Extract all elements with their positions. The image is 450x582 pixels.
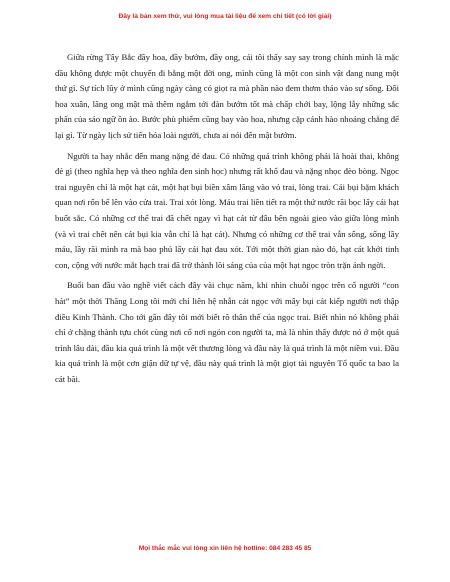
document-body (55, 50, 399, 392)
paragraph-2: Người ta hay nhắc đến mang nặng đẻ đau. Có những quá trình không phải là hoài thai, không đẻ gì (theo nghĩa hẹp và theo nghĩa đen sinh học) nhưng rất khổ đau và nặng nhọc đèo bòng. Ngọc trai nguyên chỉ là một hạt cát, một hạt bụi biền xâm lăng vào vỏ trai, lòng trai. Cái bụi bặm khách quan nơi rốn bể lên vào cửa trai. Trai xót lòng. Máu trai liền tiết ra một thứ nước rãi bọc lấy cái hạt buốt sắc. Có những cơ thể trai đã chết ngay vì hạt cát từ đâu bên ngoài gieo vào giữa lòng mình (và vì trai chết nên cát bụi kia vẫn chỉ là hạt cát). Nhưng có những cơ thể trai vẫn sống, sống lầy máu, lầy rãi mình ra mà bao phủ lấy cái hạt đau xót. Tới một thời gian nào đó, hạt cát khởi tinh con, cộng với nước mắt hạch trai đã trở thành lõi sáng của của một hạt ngọc tròn trặn ánh ngời. (55, 150, 399, 270)
paragraph-1: Giữa rừng Tây Bắc đầy hoa, đầy bướm, đầy ong, cái tôi thấy say say trong chính mình là mặc dầu không được một chuyến đi bằng một đời ong, mình cũng là một con sinh vật đang nung một thứ gì. Sự tích lũy ở mình cũng ngày càng có giọt ra mà phần nào đem thơm thảo vào sự sống. Đối hoa xuân, lăng ong mật mà thêm ngắm tới đàn bướm tốt mà chấp chới bay, lộng lẫy những sắc phấn của sáo ngữ ồn ào. Bước phù phiếm cũng bay vào hoa, nhưng cặp cánh hào nhoáng chẳng để lại gì. Từ ngày lịch sử tiến hóa loài người, chưa ai nói đến mật bướm. (55, 52, 399, 140)
paragraph-3: Buổi ban đầu vào nghề viết cách đây vài chục năm, khi nhìn chuỗi ngọc trên cổ người “con hát” một thời Thăng Long tôi mới chỉ liên hệ nhẫn cát ngọc với mây bụi cát kiếp người nơi thập điều Kinh Thành. Cho tới gần đây tôi mới biết rõ thân thế của ngọc trai. Biết nhìn nó không phải chỉ ở chặng thành tựu chót cùng nơi cổ nơi ngón con người ta, mà là nhìn thấy được nó ở một quá trình lâu dài, đầu kia quá trình là một vết thương lòng và đầu này là quá trình là một niềm vui. Đầu kia quá trình là một cơn giận dữ tự vệ, đầu này quá trình là một giọt tài nguyên Tổ quốc ta bao la cát bãi. (55, 280, 399, 384)
preview-notice-banner: Đây là bản xem thử, vui lòng mua tài liệu để xem chi tiết (có lời giải) (118, 13, 332, 20)
hotline-banner: Mọi thắc mắc vui lòng xin liên hệ hotline: 084 283 45 85 (138, 545, 312, 552)
